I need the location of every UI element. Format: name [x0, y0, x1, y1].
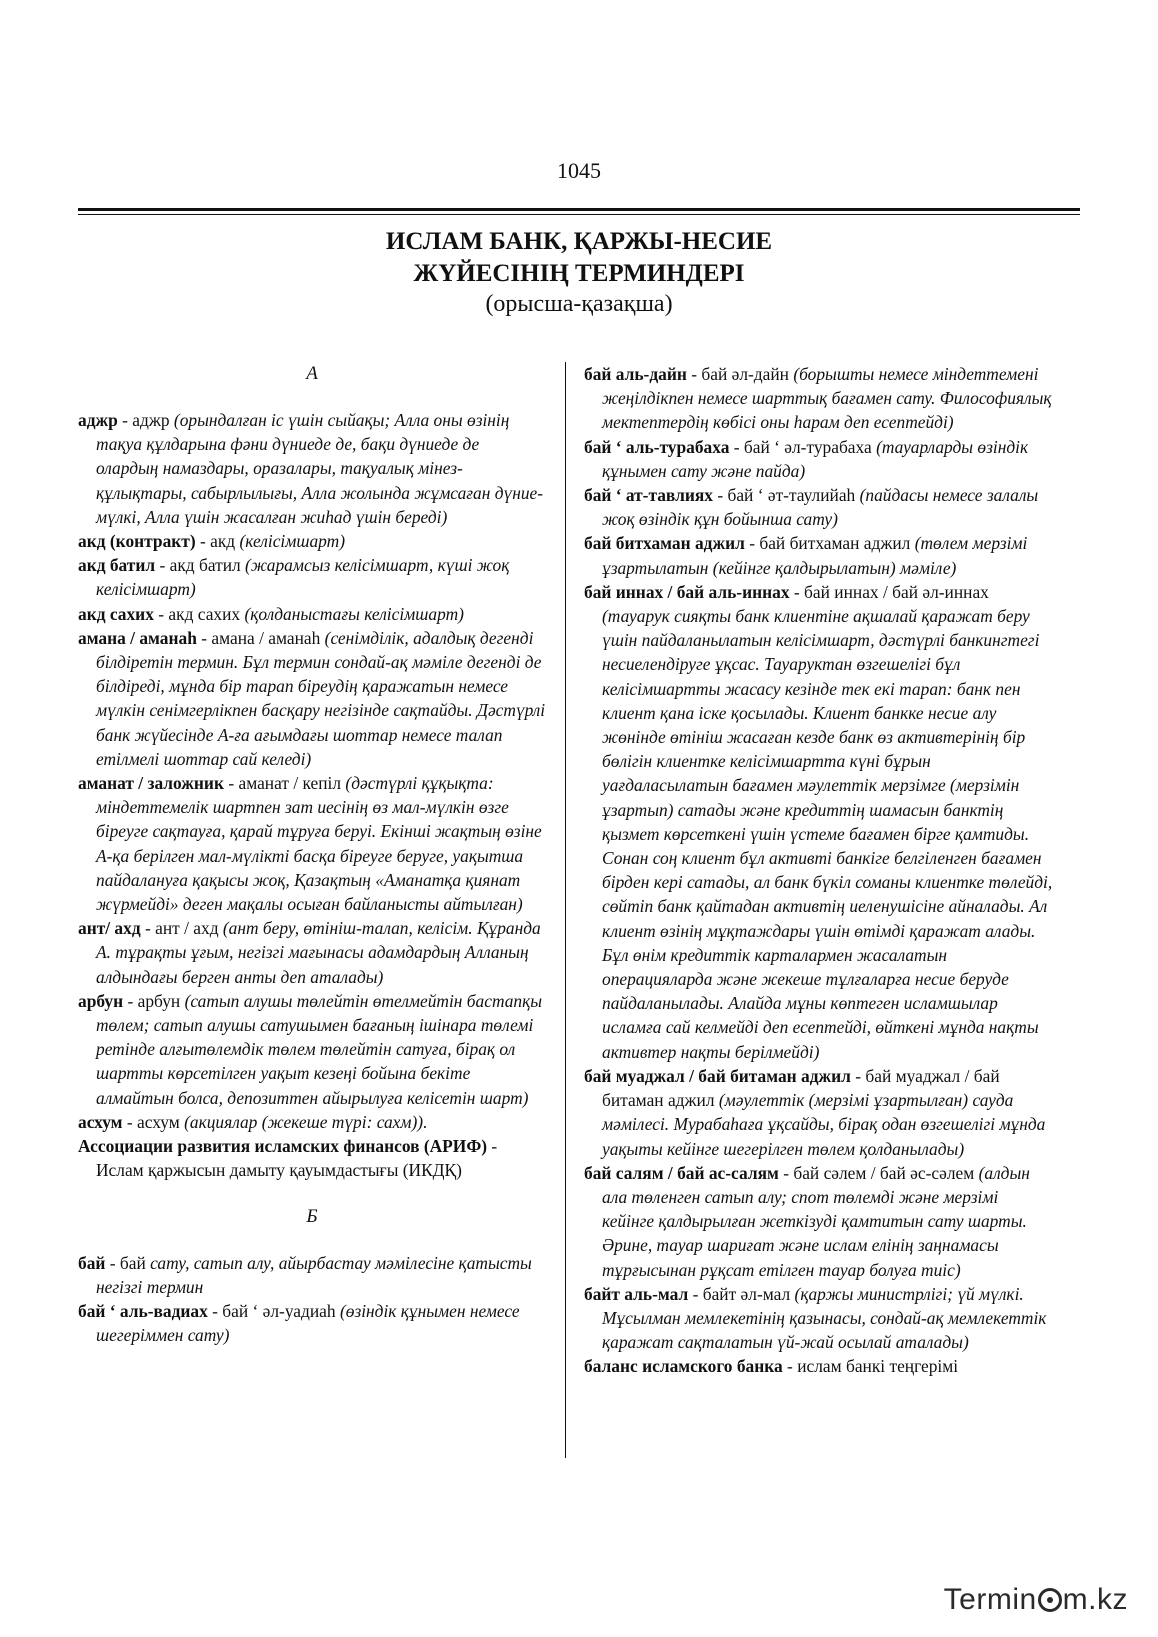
entry-translation: ислам банкі теңгерімі: [797, 1356, 959, 1377]
glossary-entry: [584, 1354, 1054, 1378]
glossary-entry: [78, 1110, 546, 1134]
entry-definition: (пайдасы немесе залалы жоқ өзіндік құн бойынша сату): [602, 485, 1039, 530]
entry-separator: -: [207, 1300, 223, 1321]
glossary-entry: [78, 1251, 546, 1299]
entry-translation: аджр: [132, 410, 174, 430]
entry-separator: -: [155, 555, 170, 576]
entry-separator: -: [123, 990, 138, 1011]
entry-separator: -: [712, 485, 728, 506]
entry-separator: -: [744, 533, 760, 554]
entry-translation: акд сахих: [168, 603, 245, 624]
entry-term: акд (контракт): [78, 531, 196, 552]
glossary-entry: [584, 1282, 1054, 1355]
glossary-entry: [78, 626, 546, 771]
entry-definition: (акциялар (жекеше түрі: сахм)).: [184, 1111, 428, 1132]
watermark-text-1: Termin: [943, 1583, 1037, 1616]
entry-definition: (ант беру, өтініш-талап, келісім. Құранда А. тұрақты ұғым, негізгі мағынасы адамдардың Алланың алдындағы берген анты деп аталады): [96, 918, 541, 987]
entry-term: бай битхаман аджил: [584, 533, 745, 554]
entry-separator: -: [688, 1283, 703, 1304]
entry-term: бай: [78, 1252, 106, 1273]
entry-term: баланс исламского банка: [584, 1356, 783, 1377]
glossary-entry: [584, 362, 1054, 435]
entry-definition: (өзіндік құнымен немесе шегеріммен сату): [96, 1300, 520, 1346]
entry-term: ант/ ахд: [78, 918, 141, 939]
entry-definition: (сенімділік, адалдық дегенді білдіретін термин. Бұл термин сондай-ақ мәміле дегенді де білдіреді, мұнда бір тарап біреудің қаражатын немесе мүлкін сенімгерлікпен басқару негізінде сақтайды. Дәстүрлі банк жүйесінде А-ға ағымдағы шоттар немесе талап етілмелі шоттар сай келеді): [96, 627, 546, 769]
entry-translation: - Ислам қаржысын дамыту қауымдастығы (ИКДҚ): [96, 1136, 498, 1181]
entry-translation: бай ‘ әт-таулийаһ: [727, 485, 860, 506]
entry-definition: (алдын ала төленген сатып алу; спот төлемді және мерзімі кейінге қалдырылған жеткізуді қамтитын сату шарты. Әрине, тауар шариғат және ислам елінің заңнамасы тұрғысынан рұқсат етілген тауар болуға тиіс): [602, 1162, 1030, 1280]
page-number: 1045: [557, 158, 601, 183]
entry-translation: аманат / кепіл: [238, 773, 346, 794]
entry-definition: (жарамсыз келісімшарт, күші жоқ келісімшарт): [96, 555, 510, 600]
page-subtitle: (орысша-қазақша): [485, 291, 673, 317]
entry-separator: -: [196, 627, 212, 648]
entry-term: асхум: [78, 1111, 123, 1132]
entry-separator: -: [153, 603, 169, 624]
entry-definition: (тауарук сияқты банк клиентіне ақшалай қаражат беру үшін пайдаланылатын келісімшарт, дәстүрлі банкингтегі несиелендіруге ұқсас. Тауаруктан өзгешелігі бұл келісімшартты жасасу кезінде тек екі тарап: банк пен клиент қана іске қосылады. Клиент банкке несие алу жөнінде өтініш жасаған кезде банк өз активтерінің бір бөлігін клиентке келісімшартта күні бұрын уағдаласылатын бағамен мәулеттік мерзімге (мерзімін ұзартып) сатады және кредиттің шамасын банктің қызмет көрсеткені үшін үстеме бағамен бірге қамтиды. Сонан соң клиент бұл активті банкіге белгіленген бағамен бірден кері сатады, ал банк бүкіл соманы клиентке төлейді, сөйтіп банк қайтадан активтің иеленушісіне айналады. Ал клиент өзінің мұқтаждары үшін өтімді қаражат алады. Бұл өнім кредиттік карталармен жасалатын операцияларда және жекеше тұлғаларға несие беруде пайдаланылады. Алайда мұны көптеген исламшылар исламға сай келмейді деп есептейді, өйткені мұнда нақты активтер нақты берілмейді): [602, 606, 1053, 1062]
entry-separator: -: [782, 1356, 798, 1377]
entry-separator: -: [117, 410, 133, 430]
entries-right: [584, 362, 1054, 1379]
entry-translation: байт әл-мал: [702, 1283, 795, 1304]
globe-icon: [1038, 1588, 1062, 1612]
entry-translation: асхум: [137, 1111, 185, 1132]
entry-definition: (дәстүрлі құқықта: міндеттемелік шартпен зат иесінің өз мал-мүлкін өзге біреуге сақтауға, қарай тұруға беруі. Екінші жақтың өзіне А-қа берілген мал-мүлікті басқа біреуге беруге, уақытша пайдалануға қақысы жоқ, Қазақтың «Аманатқа қиянат жүрмейді» деген мақалы осыған байланысты айтылған): [96, 773, 542, 915]
entry-term: акд батил: [78, 555, 156, 576]
entry-separator: -: [850, 1065, 866, 1086]
glossary-entry: [584, 435, 1054, 483]
entry-separator: -: [789, 581, 805, 602]
watermark-text-2: m.kz: [1062, 1583, 1128, 1616]
header-rule-thick: [78, 208, 1080, 211]
header-rule-thin: [78, 214, 1080, 215]
entry-separator: -: [778, 1162, 794, 1183]
glossary-entry: [78, 989, 546, 1110]
entry-translation: бай битхаман аджил: [759, 533, 915, 554]
entry-translation: арбун: [137, 990, 185, 1011]
entry-definition: (мәулеттік (мерзімі ұзартылған) сауда мәмілесі. Мурабаһаға ұқсайды, бірақ одан өзгешелігі мұнда уақыты кейінге шегерілген төлем қолданылады): [602, 1090, 1046, 1159]
glossary-entry: [78, 771, 546, 916]
glossary-entry: [78, 529, 546, 553]
entry-translation: бай әл-дайн: [701, 364, 794, 384]
entry-separator: -: [195, 531, 211, 552]
entry-translation: акд: [210, 531, 240, 552]
entry-term: бай аль-дайн: [584, 364, 687, 384]
entry-translation: ант / ахд: [155, 918, 223, 939]
right-column: [584, 362, 1054, 1379]
entry-translation: акд батил: [169, 555, 246, 576]
page-title: [0, 226, 1158, 290]
entry-term: аджр: [78, 410, 118, 430]
entry-term: бай ‘ аль-турабаха: [584, 436, 730, 457]
glossary-entry: [584, 580, 1054, 1064]
section-letter-a: А: [306, 363, 318, 384]
entry-translation: бай иннах / бай әл-иннах: [804, 581, 989, 602]
glossary-entry: [78, 602, 546, 626]
column-divider: [565, 362, 566, 1458]
entry-translation: бай муаджал / бай битаман аджил: [602, 1065, 1000, 1111]
entry-separator: -: [140, 918, 156, 939]
glossary-entry: [78, 1299, 546, 1347]
title-line-2: ЖҮЙЕСІНІҢ ТЕРМИНДЕРІ: [413, 260, 745, 287]
left-column: [78, 362, 546, 1347]
entry-translation: бай ‘ әл-турабаха: [743, 436, 877, 457]
entry-definition: сату, сатып алу, айырбастау мәмілесіне қатысты негізгі термин: [96, 1252, 532, 1297]
entry-term: бай муаджал / бай битаман аджил: [584, 1065, 851, 1086]
entry-definition: (қаржы министрлігі; үй мүлкі. Мұсылман мемлекетінің қазынасы, сондай-ақ мемлекеттік қаражат сақталатын үй-жай осылай аталады): [602, 1283, 1047, 1353]
glossary-entry: [584, 483, 1054, 531]
entry-definition: (қолданыстағы келісімшарт): [244, 603, 464, 624]
entry-separator: -: [105, 1252, 120, 1273]
title-line-1: ИСЛАМ БАНК, ҚАРЖЫ-НЕСИЕ: [385, 228, 773, 255]
entry-translation: бай ‘ әл-уадиаһ: [222, 1300, 340, 1321]
glossary-entry: [584, 1064, 1054, 1161]
entry-term: акд сахих: [78, 603, 154, 624]
entry-translation: амана / аманаһ: [211, 627, 325, 648]
entries-b: [78, 1251, 546, 1348]
entry-term: бай ‘ аль-вадиах: [78, 1300, 208, 1321]
entry-definition: (сатып алушы төлейтін өтелмейтін бастапқы төлем; сатып алушы сатушымен бағаның ішінара төлемі ретінде алғытөлемдік төлем төлейтін сатуға, бірақ ол шартты көрсетілген уақыт кезеңі бойына бекіте алмайтын болса, депозиттен айырылуға келісетін шарт): [96, 990, 543, 1108]
site-watermark: [944, 1583, 1128, 1617]
entry-term: амана / аманаh: [78, 627, 197, 648]
entry-definition: (төлем мерзімі ұзартылатын (кейінге қалдырылатын) мәміле): [602, 533, 1028, 578]
entry-term: бай ‘ ат-тавлиях: [584, 485, 713, 506]
entries-a: [78, 408, 546, 1183]
section-letter-b: Б: [306, 1205, 318, 1227]
entry-definition: (орындалған іс үшін сыйақы; Алла оны өзінің тақуа құлдарына фәни дүниеде де, бақи дүниеде де олардың намаздары, оразалары, тақуалық мінез-құлықтары, сабырлылығы, Алла жолында жұмсаған дүние-мүлкі, Алла үшін жасалған жиһад үшін береді): [96, 410, 544, 527]
entry-term: бай салям / бай ас-салям: [584, 1162, 779, 1183]
glossary-entry: [584, 1161, 1054, 1282]
entry-separator: -: [122, 1111, 138, 1132]
entry-definition: (борышты немесе міндеттемені жеңілдікпен немесе шарттық бағамен сату. Философиялық мектептердің көбісі оны һарам деп есептейді): [602, 364, 1052, 433]
entry-separator: -: [686, 364, 702, 384]
entry-separator: -: [729, 436, 744, 457]
entry-translation: бай: [119, 1252, 151, 1273]
glossary-entry: [78, 408, 546, 529]
entry-definition: (келісімшарт): [239, 531, 345, 552]
glossary-entry: [78, 553, 546, 601]
entry-term: бай иннах / бай аль-иннах: [584, 581, 790, 602]
entry-translation: бай сәлем / бай әс-сәлем: [793, 1162, 979, 1183]
glossary-entry: [78, 916, 546, 989]
entry-term: Ассоциации развития исламских финансов (АРИФ): [78, 1136, 488, 1157]
entry-term: арбун: [78, 990, 124, 1011]
entry-definition: (тауарларды өзіндік құнымен сату және пайда): [602, 436, 1029, 481]
entry-separator: -: [223, 773, 239, 794]
entry-term: байт аль-мал: [584, 1283, 689, 1304]
glossary-entry: [78, 1134, 546, 1182]
entry-term: аманат / заложник: [78, 773, 224, 794]
glossary-entry: [584, 531, 1054, 579]
